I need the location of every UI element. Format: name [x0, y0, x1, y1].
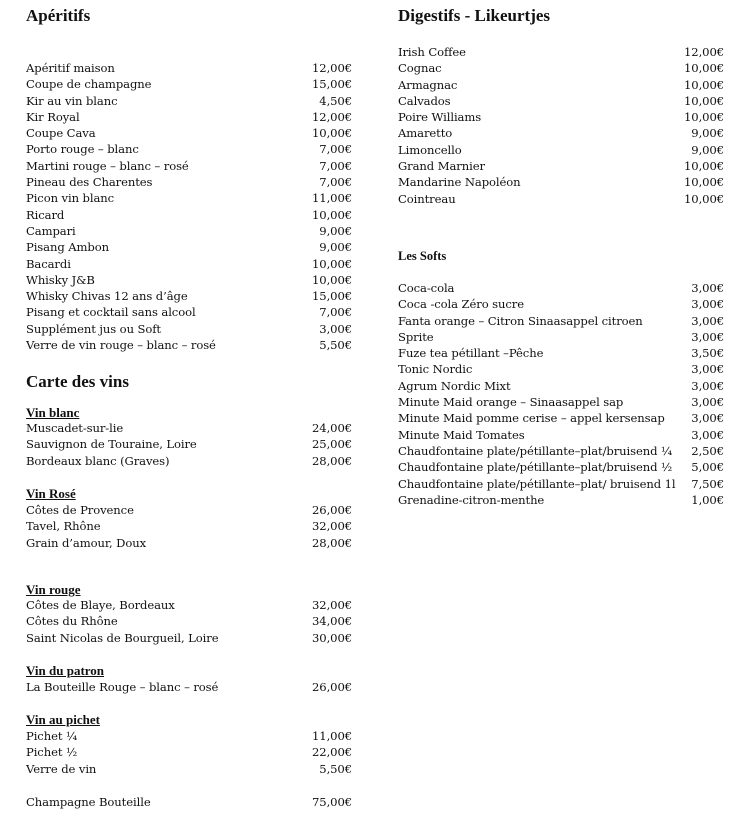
menu-item-name: La Bouteille Rouge – blanc – rosé — [26, 680, 219, 694]
menu-item-row — [26, 337, 352, 353]
menu-item-price: 5,00€ — [691, 460, 724, 475]
menu-item-name: Chaudfontaine plate/pétillante–plat/bruisend ½ — [398, 460, 673, 475]
menu-item-price: 3,00€ — [691, 427, 724, 442]
menu-item-row — [398, 476, 724, 492]
menu-item-price: 3,00€ — [691, 281, 724, 295]
menu-item-price: 30,00€ — [312, 630, 352, 645]
menu-item-name: Minute Maid pomme cerise – appel kersensap — [398, 411, 665, 426]
vin-rose-list — [26, 502, 352, 551]
menu-item-name: Cointreau — [398, 191, 456, 206]
menu-item-name: Grand Marnier — [398, 159, 485, 174]
menu-item-price: 7,00€ — [319, 305, 352, 320]
menu-item-name: Calvados — [398, 93, 451, 108]
menu-item-price: 3,00€ — [691, 297, 724, 312]
menu-item-row — [26, 93, 352, 109]
vin-blanc-heading: Vin blanc — [26, 405, 80, 420]
menu-item-row — [398, 345, 724, 361]
menu-item-price: 3,00€ — [691, 362, 724, 377]
menu-item-name: Grenadine-citron-menthe — [398, 492, 545, 507]
menu-item-name: Ricard — [26, 207, 65, 222]
menu-item-row — [398, 93, 724, 109]
menu-item-price: 9,00€ — [691, 142, 724, 157]
menu-item-name: Tonic Nordic — [398, 362, 473, 377]
menu-item-price: 7,00€ — [319, 158, 352, 173]
menu-item-price: 5,50€ — [319, 338, 352, 353]
menu-item-row — [26, 60, 352, 76]
menu-item-row — [26, 109, 352, 125]
menu-item-row — [26, 436, 352, 452]
menu-item-row — [398, 44, 724, 60]
menu-item-price: 10,00€ — [312, 256, 352, 271]
softs-list — [398, 280, 724, 508]
menu-item-price: 3,00€ — [691, 313, 724, 328]
menu-item-name: Poire Williams — [398, 110, 482, 125]
menu-item-row — [398, 459, 724, 475]
menu-item-price: 32,00€ — [312, 598, 352, 612]
menu-item-name: Limoncello — [398, 142, 462, 157]
menu-item-name: Kir Royal — [26, 109, 80, 124]
menu-item-name: Bordeaux blanc (Graves) — [26, 453, 170, 468]
menu-item-price: 10,00€ — [312, 207, 352, 222]
menu-item-row — [26, 76, 352, 92]
menu-item-name: Verre de vin rouge – blanc – rosé — [26, 338, 216, 353]
menu-item-name: Coca -cola Zéro sucre — [398, 297, 524, 312]
menu-item-price: 3,00€ — [691, 329, 724, 344]
menu-item-price: 32,00€ — [312, 519, 352, 534]
menu-item-row — [26, 728, 352, 744]
menu-item-name: Sprite — [398, 329, 434, 344]
menu-item-row — [398, 60, 724, 76]
menu-item-row — [398, 77, 724, 93]
menu-item-price: 11,00€ — [312, 191, 352, 206]
menu-item-price: 9,00€ — [319, 223, 352, 238]
menu-item-name: Martini rouge – blanc – rosé — [26, 158, 189, 173]
menu-item-name: Muscadet-sur-lie — [26, 421, 124, 435]
menu-item-name: Picon vin blanc — [26, 191, 115, 206]
menu-item-name: Sauvignon de Touraine, Loire — [26, 437, 197, 452]
menu-item-row — [398, 191, 724, 207]
menu-item-name: Amaretto — [398, 126, 453, 141]
vin-blanc-list — [26, 420, 352, 469]
menu-item-row — [398, 313, 724, 329]
menu-item-row — [26, 207, 352, 223]
menu-item-price: 3,00€ — [691, 378, 724, 393]
menu-item-row — [26, 141, 352, 157]
menu-item-price: 7,00€ — [319, 175, 352, 190]
menu-item-name: Champagne Bouteille — [26, 795, 151, 809]
menu-item-name: Chaudfontaine plate/pétillante–plat/bruisend ¼ — [398, 443, 673, 458]
menu-item-row — [398, 492, 724, 508]
menu-item-price: 10,00€ — [684, 175, 724, 190]
menu-item-name: Supplément jus ou Soft — [26, 321, 161, 336]
menu-item-price: 10,00€ — [312, 272, 352, 287]
menu-item-name: Pichet ½ — [26, 745, 78, 760]
menu-item-price: 10,00€ — [684, 93, 724, 108]
menu-item-price: 3,50€ — [691, 346, 724, 361]
menu-item-row — [398, 109, 724, 125]
menu-item-row — [26, 223, 352, 239]
menu-item-row — [398, 329, 724, 345]
menu-item-price: 7,50€ — [691, 476, 724, 491]
digestifs-heading: Digestifs - Likeurtjes — [398, 6, 551, 25]
vin-du-patron-list — [26, 679, 352, 695]
menu-item-name: Minute Maid orange – Sinaasappel sap — [398, 395, 624, 410]
menu-item-price: 9,00€ — [319, 240, 352, 255]
menu-item-price: 10,00€ — [684, 191, 724, 206]
menu-item-price: 22,00€ — [312, 745, 352, 760]
menu-item-row — [26, 321, 352, 337]
menu-item-row — [26, 630, 352, 646]
menu-item-row — [26, 597, 352, 613]
menu-item-row — [398, 142, 724, 158]
menu-item-row — [398, 427, 724, 443]
menu-item-price: 12,00€ — [312, 109, 352, 124]
menu-item-price: 3,00€ — [319, 321, 352, 336]
menu-item-price: 28,00€ — [312, 535, 352, 550]
menu-item-name: Coca-cola — [398, 281, 455, 295]
champagne-list — [26, 794, 352, 810]
menu-item-row — [26, 190, 352, 206]
menu-item-row — [398, 394, 724, 410]
menu-item-price: 26,00€ — [312, 680, 352, 694]
menu-item-price: 26,00€ — [312, 503, 352, 517]
menu-item-name: Apéritif maison — [26, 61, 115, 75]
menu-item-name: Chaudfontaine plate/pétillante–plat/ bruisend 1l — [398, 476, 676, 491]
menu-item-price: 9,00€ — [691, 126, 724, 141]
menu-item-row — [398, 174, 724, 190]
menu-item-name: Tavel, Rhône — [26, 519, 101, 534]
menu-item-row — [26, 453, 352, 469]
menu-item-row — [398, 410, 724, 426]
softs-heading: Les Softs — [398, 249, 447, 263]
vin-au-pichet-heading: Vin au pichet — [26, 712, 100, 727]
menu-item-row — [26, 679, 352, 695]
menu-item-row — [26, 158, 352, 174]
menu-item-name: Mandarine Napoléon — [398, 175, 521, 190]
menu-item-price: 5,50€ — [319, 761, 352, 776]
wine-list-heading: Carte des vins — [26, 372, 129, 391]
aperitifs-list — [26, 60, 352, 353]
menu-item-name: Côtes de Blaye, Bordeaux — [26, 598, 175, 612]
menu-item-price: 12,00€ — [312, 61, 352, 75]
menu-item-row — [26, 272, 352, 288]
menu-item-name: Porto rouge – blanc — [26, 142, 139, 157]
menu-item-name: Grain d’amour, Doux — [26, 535, 147, 550]
menu-item-price: 11,00€ — [312, 729, 352, 743]
menu-item-name: Kir au vin blanc — [26, 93, 118, 108]
menu-item-price: 1,00€ — [691, 492, 724, 507]
menu-item-name: Whisky Chivas 12 ans d’âge — [26, 289, 188, 304]
menu-item-row — [398, 296, 724, 312]
menu-item-row — [398, 378, 724, 394]
menu-item-row — [398, 125, 724, 141]
menu-item-price: 10,00€ — [684, 77, 724, 92]
aperitifs-heading: Apéritifs — [26, 6, 91, 25]
menu-item-name: Coupe de champagne — [26, 77, 152, 92]
menu-item-price: 10,00€ — [312, 126, 352, 141]
menu-item-row — [26, 502, 352, 518]
menu-item-row — [26, 304, 352, 320]
menu-item-row — [26, 239, 352, 255]
menu-item-row — [26, 288, 352, 304]
menu-item-name: Verre de vin — [26, 761, 97, 776]
menu-item-name: Campari — [26, 223, 76, 238]
vin-rose-heading: Vin Rosé — [26, 486, 76, 501]
menu-item-name: Armagnac — [398, 77, 458, 92]
menu-item-row — [398, 443, 724, 459]
menu-item-row — [26, 174, 352, 190]
menu-item-price: 10,00€ — [684, 61, 724, 76]
menu-item-row — [26, 794, 352, 810]
vin-rouge-list — [26, 597, 352, 646]
menu-item-row — [398, 158, 724, 174]
menu-item-name: Pisang et cocktail sans alcool — [26, 305, 196, 320]
menu-item-row — [26, 535, 352, 551]
menu-item-name: Côtes de Provence — [26, 503, 134, 517]
menu-item-name: Coupe Cava — [26, 126, 96, 141]
menu-item-price: 28,00€ — [312, 453, 352, 468]
menu-item-price: 34,00€ — [312, 614, 352, 629]
menu-item-price: 4,50€ — [319, 93, 352, 108]
menu-item-name: Fuze tea pétillant –Pêche — [398, 346, 544, 361]
vin-du-patron-heading: Vin du patron — [26, 663, 105, 678]
menu-item-price: 25,00€ — [312, 437, 352, 452]
menu-item-price: 12,00€ — [684, 45, 724, 59]
menu-item-name: Saint Nicolas de Bourgueil, Loire — [26, 630, 219, 645]
menu-item-row — [26, 761, 352, 777]
menu-item-row — [26, 518, 352, 534]
digestifs-list — [398, 44, 724, 207]
menu-item-row — [26, 744, 352, 760]
menu-item-name: Pisang Ambon — [26, 240, 109, 255]
menu-item-name: Cognac — [398, 61, 442, 76]
menu-item-price: 10,00€ — [684, 110, 724, 125]
menu-item-name: Pineau des Charentes — [26, 175, 153, 190]
menu-item-price: 15,00€ — [312, 77, 352, 92]
menu-item-name: Agrum Nordic Mixt — [398, 378, 511, 393]
menu-item-name: Irish Coffee — [398, 45, 466, 59]
menu-item-name: Minute Maid Tomates — [398, 427, 525, 442]
vin-au-pichet-list — [26, 728, 352, 777]
menu-item-price: 7,00€ — [319, 142, 352, 157]
menu-item-name: Whisky J&B — [26, 272, 95, 287]
menu-item-price: 75,00€ — [312, 795, 352, 809]
vin-rouge-heading: Vin rouge — [26, 582, 81, 597]
menu-item-name: Pichet ¼ — [26, 729, 78, 743]
menu-item-price: 10,00€ — [684, 159, 724, 174]
menu-item-price: 3,00€ — [691, 395, 724, 410]
menu-item-name: Bacardi — [26, 256, 71, 271]
menu-item-row — [26, 613, 352, 629]
menu-item-price: 15,00€ — [312, 289, 352, 304]
menu-item-name: Côtes du Rhône — [26, 614, 118, 629]
menu-item-price: 24,00€ — [312, 421, 352, 435]
menu-item-name: Fanta orange – Citron Sinaasappel citroen — [398, 313, 643, 328]
menu-item-price: 3,00€ — [691, 411, 724, 426]
menu-item-row — [26, 420, 352, 436]
menu-item-row — [398, 361, 724, 377]
menu-item-price: 2,50€ — [691, 443, 724, 458]
menu-item-row — [26, 125, 352, 141]
menu-item-row — [398, 280, 724, 296]
menu-item-row — [26, 256, 352, 272]
